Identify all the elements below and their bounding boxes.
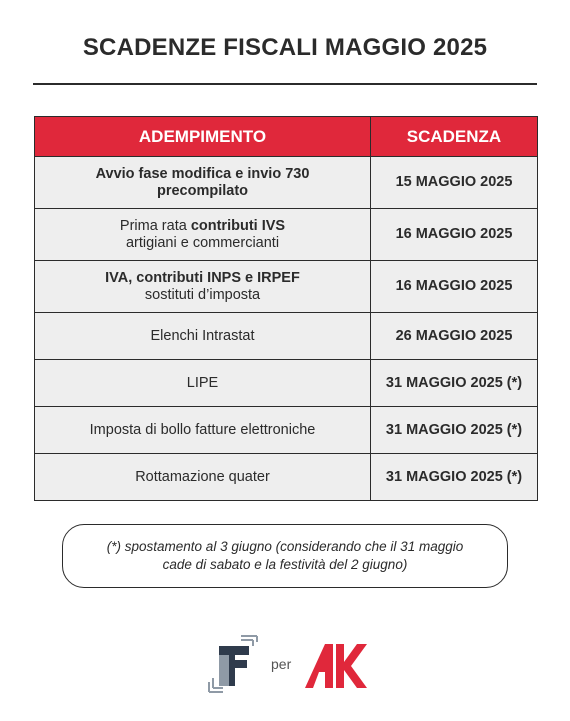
- deadlines-table: [34, 116, 538, 501]
- f-logo-icon: [205, 632, 265, 696]
- adempimento-cell: Elenchi Intrastat: [35, 313, 371, 360]
- footer-logos: [205, 632, 375, 696]
- scadenza-cell: 15 MAGGIO 2025: [371, 157, 538, 209]
- footnote-box: [62, 524, 508, 588]
- footnote-line1: (*) spostamento al 3 giugno (considerando che il 31 maggio: [106, 539, 464, 554]
- table-row: [35, 407, 538, 454]
- adempimento-cell: Imposta di bollo fatture elettroniche: [35, 407, 371, 454]
- scadenza-cell: 16 MAGGIO 2025: [371, 261, 538, 313]
- adempimento-cell: Rottamazione quater: [35, 454, 371, 501]
- adempimento-cell: [35, 261, 371, 313]
- table-row: [35, 261, 538, 313]
- adempimento-cell: [35, 209, 371, 261]
- adempimento-line2: artigiani e commercianti: [125, 234, 280, 251]
- table-row: [35, 209, 538, 261]
- footnote-line2: cade di sabato e la festività del 2 giugno): [162, 557, 408, 572]
- adempimento-line2: precompilato: [156, 182, 249, 199]
- scadenza-cell: 16 MAGGIO 2025: [371, 209, 538, 261]
- adempimento-line2: sostituti d’imposta: [144, 286, 261, 303]
- scadenza-cell: 31 MAGGIO 2025 (*): [371, 407, 538, 454]
- table-row: [35, 360, 538, 407]
- adempimento-line1-bold: contributi IVS: [190, 217, 286, 234]
- scadenza-cell: 31 MAGGIO 2025 (*): [371, 360, 538, 407]
- table-header-row: [35, 117, 538, 157]
- adempimento-cell: [35, 157, 371, 209]
- adempimento-line1: Avvio fase modifica e invio 730: [95, 165, 310, 182]
- table-row: [35, 454, 538, 501]
- a-logo-icon: [305, 644, 369, 688]
- column-header-adempimento: ADEMPIMENTO: [35, 117, 371, 157]
- title-divider: [33, 83, 537, 85]
- scadenza-cell: 31 MAGGIO 2025 (*): [371, 454, 538, 501]
- footer-connector: per: [271, 656, 292, 672]
- page-title: SCADENZE FISCALI MAGGIO 2025: [82, 34, 488, 61]
- adempimento-line1-regular: Prima rata: [119, 217, 191, 234]
- table-row: [35, 157, 538, 209]
- scadenza-cell: 26 MAGGIO 2025: [371, 313, 538, 360]
- column-header-scadenza: SCADENZA: [371, 117, 538, 157]
- adempimento-cell: LIPE: [35, 360, 371, 407]
- adempimento-line1: IVA, contributi INPS e IRPEF: [105, 269, 300, 286]
- table-row: [35, 313, 538, 360]
